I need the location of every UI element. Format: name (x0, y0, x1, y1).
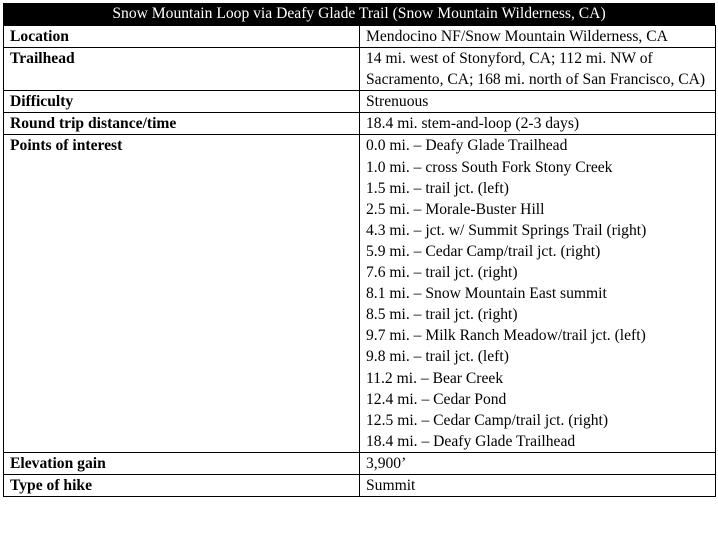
list-item: 8.5 mi. – trail jct. (right) (366, 306, 518, 324)
list-item: 12.4 mi. – Cedar Pond (366, 390, 507, 408)
row-value: 14 mi. west of Stonyford, CA; 112 mi. NW of Sacramento, CA; 168 mi. north of San Francisco, CA) (360, 48, 716, 91)
list-item: 18.4 mi. – Deafy Glade Trailhead (366, 432, 576, 450)
table-row-location (4, 26, 716, 48)
row-value: 3,900’ (360, 452, 716, 474)
list-item: 7.6 mi. – trail jct. (right) (366, 264, 518, 282)
table-row-trailhead (4, 48, 716, 91)
table-row-difficulty (4, 91, 716, 113)
row-value: Strenuous (360, 91, 716, 113)
table-row-distance (4, 113, 716, 135)
list-item: 0.0 mi. – Deafy Glade Trailhead (366, 137, 568, 155)
list-item: 2.5 mi. – Morale-Buster Hill (366, 200, 545, 218)
row-label: Difficulty (4, 91, 360, 113)
list-item: 9.8 mi. – trail jct. (left) (366, 348, 509, 366)
list-item: 9.7 mi. – Milk Ranch Meadow/trail jct. (left) (366, 327, 646, 345)
list-item: 8.1 mi. – Snow Mountain East summit (366, 285, 607, 303)
row-label: Type of hike (4, 474, 360, 496)
list-item: 4.3 mi. – jct. w/ Summit Springs Trail (right) (366, 221, 647, 239)
trail-info-table (3, 25, 716, 497)
row-value: Summit (360, 474, 716, 496)
trail-info-sheet (3, 3, 715, 497)
row-label: Trailhead (4, 48, 360, 91)
list-item: 12.5 mi. – Cedar Camp/trail jct. (right) (366, 411, 609, 429)
list-item: 11.2 mi. – Bear Creek (366, 369, 504, 387)
table-row-elevation-gain (4, 452, 716, 474)
row-label: Elevation gain (4, 452, 360, 474)
table-row-type-of-hike (4, 474, 716, 496)
table-title: Snow Mountain Loop via Deafy Glade Trail (Snow Mountain Wilderness, CA) (3, 3, 715, 25)
list-item: 1.5 mi. – trail jct. (left) (366, 179, 509, 197)
table-row-points-of-interest (4, 135, 716, 452)
list-item: 1.0 mi. – cross South Fork Stony Creek (366, 158, 613, 176)
row-value: 18.4 mi. stem-and-loop (2-3 days) (360, 113, 716, 135)
row-label: Round trip distance/time (4, 113, 360, 135)
list-item: 5.9 mi. – Cedar Camp/trail jct. (right) (366, 242, 601, 260)
row-label: Location (4, 26, 360, 48)
row-label: Points of interest (4, 135, 360, 452)
poi-list (360, 135, 716, 452)
row-value: Mendocino NF/Snow Mountain Wilderness, CA (360, 26, 716, 48)
